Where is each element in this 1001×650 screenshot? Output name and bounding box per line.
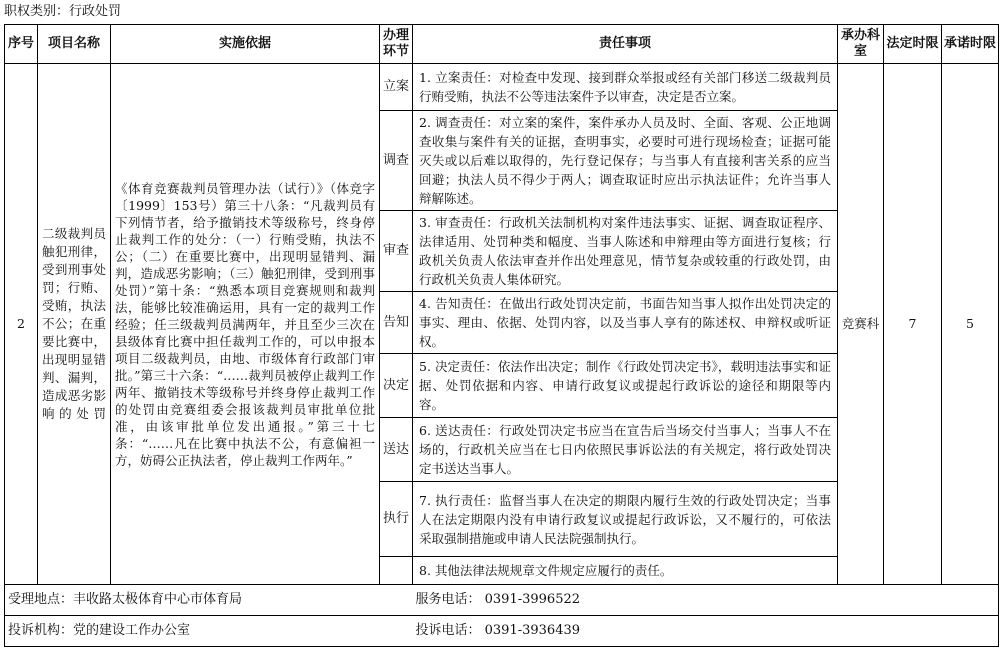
legal-limit-cell: 7 [884,64,942,585]
duty-cell: 1. 立案责任：对检查中发现、接到群众举报或经有关部门移送二级裁判员行贿受贿，执法不公等违法案件予以审查，决定是否立案。 [413,64,838,111]
dept-cell: 竞赛科 [838,64,884,585]
item-name-cell: 二级裁判员触犯刑律，受到刑事处罚；行贿、受贿，执法不公；在重要比赛中，出现明显错判、漏判，造成恶劣影响的处罚 [38,64,111,585]
seq-cell: 2 [5,64,38,585]
category-label: 职权类别：行政处罚 [4,4,122,19]
link-cell: 执行 [380,482,413,557]
header-promise-limit: 承诺时限 [942,25,999,64]
complaint-org: 投诉机构：党的建设工作办公室 [5,616,413,647]
basis-cell: 《体育竞赛裁判员管理办法（试行）》（体竞字〔1999〕153号）第三十八条：“凡裁判员有下列情节者，给予撤销技术等级称号，终身停止裁判工作的处分：（一）行贿受贿，执法不公；（二）在重要比赛中，出现明显错判、漏判，造成恶劣影响；（三）触犯刑律，受到刑事处罚）”第十条：“熟悉本项目竞赛规则和裁判法，能够比较准确运用，具有一定的裁判工作经验；任三级裁判员满两年，并且至少三次在县级体育比赛中担任裁判工作的，可以申报本项目二级裁判员，由地、市级体育行政部门审批。”第三十六条：“……裁判员被停止裁判工作两年、撤销技术等级称号并终身停止裁判工作的处罚由竞赛组委会报该裁判员审批单位批准，由该审批单位发出通报。”第三十七条：“……凡在比赛中执法不公，有意偏袒一方，妨碍公正执法者，停止裁判工作两年。” [111,64,380,585]
link-cell: 审查 [380,211,413,292]
promise-limit-cell: 5 [942,64,999,585]
header-dept: 承办科室 [838,25,884,64]
duty-cell: 3. 审查责任：行政机关法制机构对案件违法事实、证据、调查取证程序、法律适用、处罚种类和幅度、当事人陈述和申辩理由等方面进行复核；行政机关负责人依法审查并作出处理意见，情节复杂或较重的行政处罚，由行政机关负责人集体研究。 [413,211,838,292]
header-seq: 序号 [5,25,38,64]
acceptance-place: 受理地点：丰收路太极体育中心市体育局 [5,585,413,616]
header-basis: 实施依据 [111,25,380,64]
duty-cell: 6. 送达责任：行政处罚决定书应当在宣告后当场交付当事人；当事人不在场的，行政机关应当在七日内依照民事诉讼法的有关规定，将行政处罚决定书送达当事人。 [413,418,838,482]
footer-row-complaint [5,616,999,647]
duty-cell: 5. 决定责任：依法作出决定；制作《行政处罚决定书》，载明违法事实和证据、处罚依据和内容、申请行政复议或提起行政诉讼的途径和期限等内容。 [413,354,838,418]
header-duty: 责任事项 [413,25,838,64]
header-item: 项目名称 [38,25,111,64]
link-cell: 调查 [380,111,413,211]
duty-cell: 2. 调查责任：对立案的案件，案件承办人员及时、全面、客观、公正地调查收集与案件有关的证据，查明事实，必要时可进行现场检查；证据可能灭失或以后难以取得的，先行登记保存；与当事人有直接利害关系的应当回避；执法人员不得少于两人；调查取证时应出示执法证件；允许当事人辩解陈述。 [413,111,838,211]
service-phone: 服务电话： 0391-3996522 [413,585,999,616]
responsibility-table [4,24,999,647]
header-legal-limit: 法定时限 [884,25,942,64]
complaint-phone: 投诉电话： 0391-3936439 [413,616,999,647]
header-row [5,25,999,64]
link-cell: 立案 [380,64,413,111]
duty-cell: 7. 执行责任：监督当事人在决定的期限内履行生效的行政处罚决定；当事人在法定期限内没有申请行政复议或提起行政诉讼，又不履行的，可依法采取强制措施或申请人民法院强制执行。 [413,482,838,557]
footer-row-place [5,585,999,616]
header-link: 办理环节 [380,25,413,64]
link-cell: 决定 [380,354,413,418]
link-cell: 告知 [380,292,413,354]
link-cell: 送达 [380,418,413,482]
duty-cell: 8. 其他法律法规规章文件规定应履行的责任。 [413,557,838,585]
table-row [5,64,999,111]
duty-cell: 4. 告知责任：在做出行政处罚决定前，书面告知当事人拟作出处罚决定的事实、理由、依据、处罚内容，以及当事人享有的陈述权、申辩权或听证权。 [413,292,838,354]
link-cell [380,557,413,585]
